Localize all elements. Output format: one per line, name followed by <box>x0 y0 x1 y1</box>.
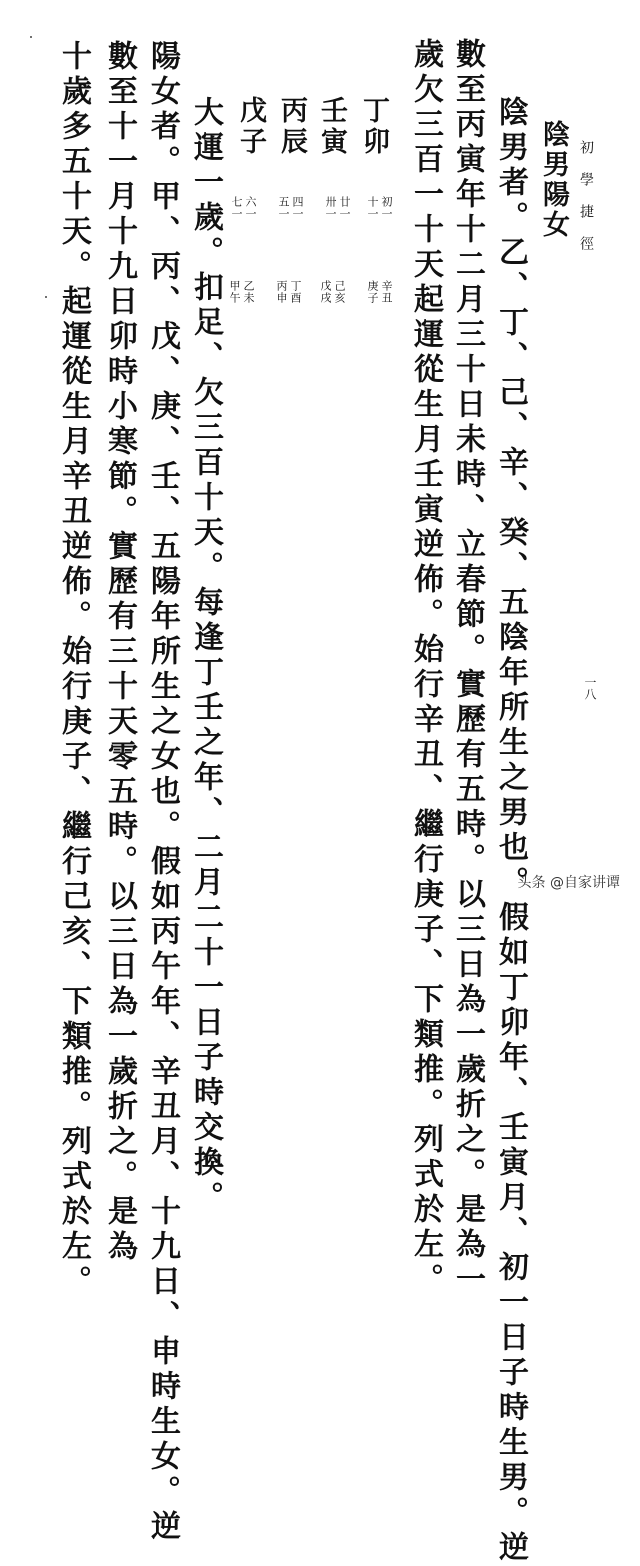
table-age: 六一 <box>244 196 257 220</box>
table-age: 十一 <box>366 196 379 220</box>
table-pillar: 辛丑 <box>380 280 393 304</box>
table-pillar: 戊戌 <box>319 280 332 304</box>
table-stem: 丁卯 <box>358 96 389 158</box>
table-pillar: 丙申 <box>275 280 288 304</box>
table-pillar: 丁酉 <box>289 280 302 304</box>
book-title: 初學捷徑 <box>578 140 594 268</box>
paragraph-column: 十歲多五十天。起運從生月辛丑逆佈。始行庚子、繼行己亥、下類推。列式於左。 <box>56 40 91 1300</box>
table-age: 卅一 <box>324 196 337 220</box>
paragraph-column: 數至丙寅年十二月三十日未時、立春節。實歷有五時。以三日為一歲折之。是為一 <box>450 38 485 1298</box>
table-age: 初一 <box>380 196 393 220</box>
scan-speck <box>45 296 47 298</box>
paragraph-column: 陽女者。甲、丙、戊、庚、壬、五陽年所生之女也。假如丙午年、辛丑月、十九日、申時生女。逆 <box>145 40 180 1545</box>
table-stem: 戊子 <box>235 96 266 158</box>
dayun-note: 大運一歲。扣足、欠三百十天。每逢丁壬之年、二月二十一日子時交換。 <box>188 96 223 1216</box>
table-stem: 丙辰 <box>276 96 307 158</box>
table-age: 五一 <box>277 196 290 220</box>
table-pillar: 庚子 <box>366 280 379 304</box>
scan-speck <box>30 36 32 38</box>
watermark: 头条 @自家讲谭 <box>517 875 620 891</box>
paragraph-column: 數至十一月十九日卯時小寒節。實歷有三十天零五時。以三日為一歲折之。是為 <box>102 40 137 1265</box>
table-pillar: 甲午 <box>228 280 241 304</box>
page-number: 一八 <box>583 676 597 700</box>
table-pillar: 乙未 <box>242 280 255 304</box>
paragraph-column: 歲欠三百一十天起運從生月壬寅逆佈。始行辛丑、繼行庚子、下類推。列式於左。 <box>408 38 443 1298</box>
table-age: 四一 <box>291 196 304 220</box>
table-age: 廿一 <box>338 196 351 220</box>
table-age: 七一 <box>230 196 243 220</box>
paragraph-column: 陰男者。乙、丁、己、辛、癸、五陰年所生之男也。假如丁卯年、壬寅月、初一日子時生男。逆 <box>493 96 528 1566</box>
section-heading: 陰男陽女 <box>538 120 569 240</box>
table-pillar: 己亥 <box>333 280 346 304</box>
table-stem: 壬寅 <box>316 96 347 158</box>
